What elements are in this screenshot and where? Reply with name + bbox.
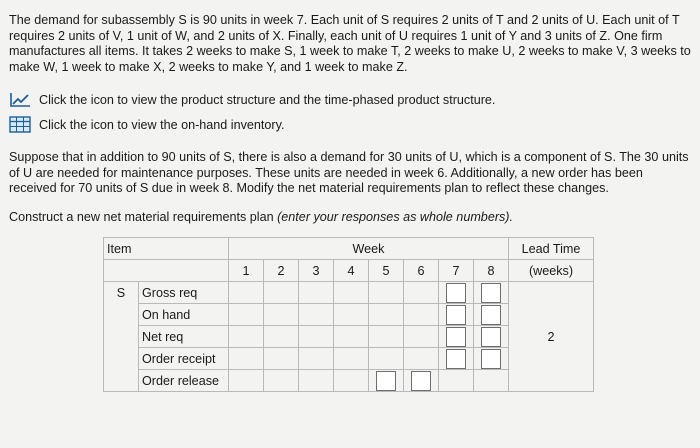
net-req-week-7-input[interactable] [446,327,466,347]
order-release-week-5-input[interactable] [376,371,396,391]
lead-time-header: Lead Time [509,238,594,260]
instruction [9,210,693,226]
problem-intro: The demand for subassembly S is 90 units in week 7. Each unit of S requires 2 units of T and 2 units of U. Each unit of T requires 2 units of V, 1 unit of W, and 2 units of X. Finally, each unit of U requires 1 unit of Y and 3 units of Z. One firm manufactures all items. It takes 2 weeks to make S, 1 week to make T, 2 weeks to make U, 2 weeks to make V, 3 weeks to make W, 1 week to make X, 2 weeks to make Y, and 1 week to make Z. [9,13,691,74]
item-header: Item [104,238,229,260]
gross-req-week-7-input[interactable] [446,283,466,303]
row-label-order-release: Order release [139,370,229,392]
order-release-week-6-input[interactable] [411,371,431,391]
week-3-header: 3 [299,260,334,282]
on-hand-week-7-input[interactable] [446,305,466,325]
inventory-link-row[interactable] [9,116,284,133]
row-label-gross-req: Gross req [139,282,229,304]
chart-icon[interactable] [9,91,31,108]
problem-scenario: Suppose that in addition to 90 units of S, there is also a demand for 30 units of U, which is a component of S. The 30 units of U are needed for maintenance purposes. These units are needed in week 6. Additionally, a new order has been received for 70 units of S due in week 8. Modify the net material requirements plan to reflect these changes. [9,150,689,196]
table-row-gross-req [104,282,594,304]
week-1-header: 1 [229,260,264,282]
on-hand-week-8-input[interactable] [481,305,501,325]
order-receipt-week-7-input[interactable] [446,349,466,369]
week-header: Week [229,238,509,260]
week-5-header: 5 [369,260,404,282]
structure-link-text[interactable]: Click the icon to view the product structure and the time-phased product structure. [39,92,496,107]
week-6-header: 6 [404,260,439,282]
lead-time-value: 2 [509,282,594,392]
row-label-on-hand: On hand [139,304,229,326]
week-4-header: 4 [334,260,369,282]
inventory-link-text[interactable]: Click the icon to view the on-hand inventory. [39,117,285,132]
week-7-header: 7 [439,260,474,282]
row-label-net-req: Net req [139,326,229,348]
gross-req-week-8-input[interactable] [481,283,501,303]
table-icon[interactable] [9,116,31,133]
week-8-header: 8 [474,260,509,282]
lead-time-unit-header: (weeks) [509,260,594,282]
order-receipt-week-8-input[interactable] [481,349,501,369]
instruction-note: (enter your responses as whole numbers). [277,210,514,224]
instruction-text: Construct a new net material requirements plan [9,210,274,224]
structure-link-row[interactable] [9,91,495,108]
row-label-order-receipt: Order receipt [139,348,229,370]
net-req-week-8-input[interactable] [481,327,501,347]
item-code: S [104,282,139,392]
mrp-table [103,237,594,392]
week-2-header: 2 [264,260,299,282]
item-header-spacer [104,260,229,282]
